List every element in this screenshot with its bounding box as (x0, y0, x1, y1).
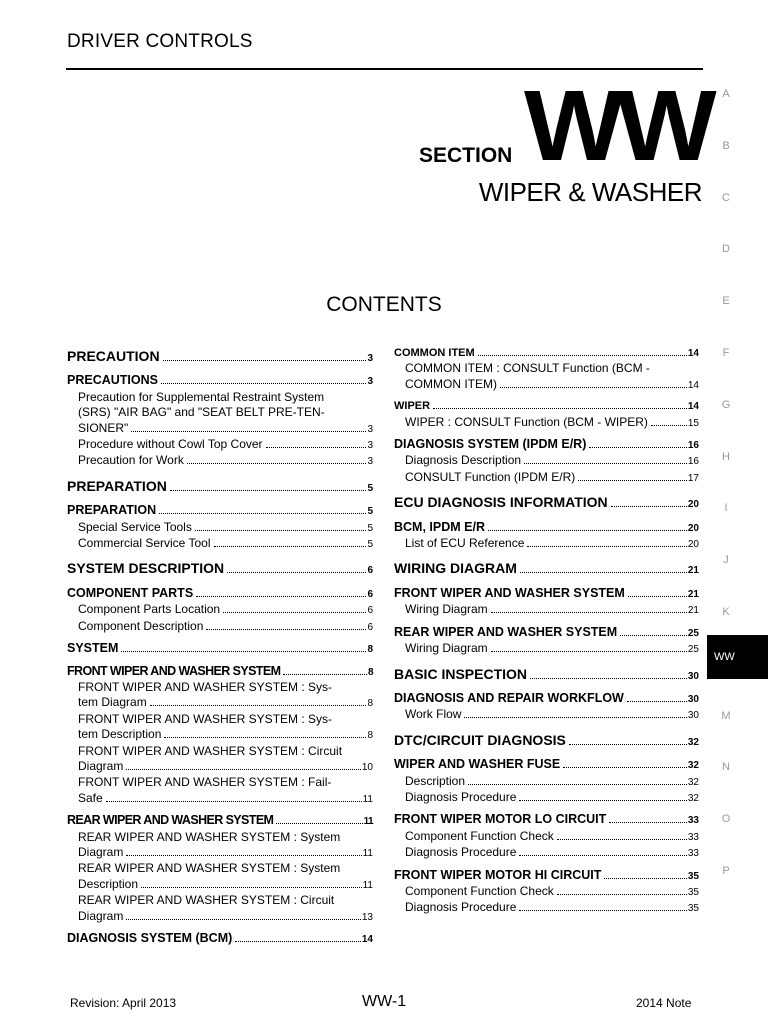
toc-section-entry[interactable] (394, 757, 699, 773)
toc-section-entry[interactable] (67, 641, 373, 657)
toc-entry-text: ECU DIAGNOSIS INFORMATION (394, 494, 608, 511)
toc-item-entry[interactable] (67, 390, 373, 437)
toc-entry-text: PREPARATION (67, 503, 157, 518)
toc-page-number: 16 (687, 456, 699, 468)
toc-page-number: 11 (363, 816, 373, 828)
toc-entry-text: Procedure without Cowl Top Cover (78, 437, 263, 452)
toc-entry-text: Component Description (78, 618, 204, 633)
toc-entry-text: Special Service Tools (78, 519, 192, 534)
toc-section-entry[interactable] (67, 503, 373, 519)
toc-entry-text: COMMON ITEM (394, 347, 475, 359)
toc-item-entry[interactable] (67, 861, 373, 893)
toc-page-number: 32 (687, 760, 699, 772)
toc-section-entry[interactable] (394, 586, 699, 602)
toc-item-entry[interactable] (394, 829, 699, 845)
toc-page-number: 32 (687, 736, 699, 748)
dot-leader (491, 612, 687, 613)
dot-leader (121, 651, 366, 652)
toc-page-number: 11 (362, 879, 373, 891)
toc-page-number: 6 (367, 588, 373, 600)
toc-chapter-entry[interactable] (394, 561, 699, 578)
toc-page-number: 25 (687, 627, 699, 639)
section-index-letter[interactable]: B (722, 139, 730, 152)
toc-entry-text: Diagnosis Procedure (405, 845, 517, 860)
toc-page-number: 16 (687, 440, 699, 452)
toc-entry-text: tem Description (78, 727, 162, 742)
dot-leader (524, 463, 687, 464)
toc-section-entry[interactable] (394, 520, 699, 536)
toc-entry-text: FRONT WIPER MOTOR HI CIRCUIT (394, 867, 602, 882)
section-label: SECTION (419, 144, 513, 167)
dot-leader (519, 800, 686, 801)
section-index-letter[interactable]: P (722, 865, 730, 877)
dot-leader (141, 887, 362, 888)
toc-page-number: 15 (687, 417, 699, 429)
section-tab-active[interactable] (707, 635, 768, 679)
toc-chapter-entry[interactable] (394, 667, 699, 684)
dot-leader (557, 894, 687, 895)
dot-leader (557, 839, 687, 840)
toc-page-number: 14 (687, 401, 699, 413)
toc-item-entry[interactable] (67, 680, 373, 712)
toc-section-entry[interactable] (67, 373, 373, 389)
toc-entry-text: REAR WIPER AND WASHER SYSTEM : Circuit (78, 893, 335, 908)
toc-page-number: 5 (367, 539, 373, 551)
toc-page-number: 3 (367, 376, 373, 388)
toc-page-number: 35 (687, 886, 699, 898)
toc-item-entry[interactable] (67, 520, 373, 536)
toc-page-number: 8 (368, 666, 373, 678)
toc-entry-text: Diagnosis Description (405, 453, 522, 468)
dot-leader (491, 651, 687, 652)
toc-section-entry[interactable] (67, 931, 373, 947)
toc-entry-text: COMMON ITEM) (405, 376, 497, 391)
dot-leader (628, 596, 687, 597)
toc-entry-text: DTC/CIRCUIT DIAGNOSIS (394, 731, 566, 748)
toc-page-number: 21 (687, 565, 699, 577)
section-index-letter[interactable]: A (722, 88, 730, 100)
toc-page-number: 3 (367, 440, 373, 452)
dot-leader (604, 878, 686, 879)
dot-leader (563, 767, 687, 768)
chapter-header: DRIVER CONTROLS (67, 31, 253, 52)
toc-item-entry[interactable] (67, 536, 373, 552)
toc-entry-text: Wiring Diagram (405, 641, 488, 656)
toc-page-number: 32 (687, 792, 699, 804)
toc-entry-text: PRECAUTION (67, 348, 160, 364)
toc-entry-text: REAR WIPER AND WASHER SYSTEM (67, 813, 274, 828)
toc-entry-text: WIPER : CONSULT Function (BCM - WIPER) (405, 414, 648, 429)
toc-entry-text: WIPER AND WASHER FUSE (394, 757, 561, 772)
toc-chapter-entry[interactable] (394, 495, 699, 512)
toc-chapter-entry[interactable] (67, 349, 373, 366)
footer-page-number: WW-1 (362, 993, 407, 1010)
toc-page-number: 35 (687, 870, 699, 882)
toc-entry-text: (SRS) "AIR BAG" and "SEAT BELT PRE-TEN- (78, 405, 325, 420)
toc-entry-text: Diagnosis Procedure (405, 900, 517, 915)
section-index-letter[interactable]: J (723, 554, 729, 567)
toc-page-number: 20 (687, 499, 699, 511)
toc-page-number: 14 (687, 379, 699, 391)
toc-item-entry[interactable] (67, 712, 373, 744)
toc-item-entry[interactable] (394, 602, 699, 618)
toc-entry-text: Description (405, 773, 466, 788)
dot-leader (161, 383, 366, 384)
dot-leader (651, 425, 687, 426)
toc-page-number: 8 (367, 730, 373, 742)
toc-item-entry[interactable] (67, 893, 373, 925)
toc-page-number: 8 (367, 698, 373, 710)
dot-leader (196, 596, 366, 597)
dot-leader (276, 823, 362, 824)
toc-entry-text: REAR WIPER AND WASHER SYSTEM (394, 624, 618, 639)
toc-page-number: 6 (367, 565, 373, 577)
toc-page-number: 8 (367, 644, 373, 656)
toc-item-entry[interactable] (394, 790, 699, 806)
toc-page-number: 6 (367, 605, 373, 617)
dot-leader (519, 855, 686, 856)
footer-model: 2014 Note (636, 996, 692, 1010)
toc-chapter-entry[interactable] (67, 479, 373, 496)
dot-leader (214, 546, 367, 547)
toc-entry-text: COMPONENT PARTS (67, 585, 194, 600)
dot-leader (569, 744, 687, 745)
toc-page-number: 32 (687, 776, 699, 788)
toc-page-number: 20 (687, 539, 699, 551)
toc-entry-text: DIAGNOSIS SYSTEM (IPDM E/R) (394, 437, 587, 452)
toc-entry-text: BASIC INSPECTION (394, 665, 528, 682)
toc-entry-text: WIPER (394, 400, 431, 413)
contents-title: CONTENTS (326, 293, 442, 316)
toc-section-entry[interactable] (67, 664, 373, 680)
toc-page-number: 33 (687, 848, 699, 860)
dot-leader (620, 635, 687, 636)
toc-page-number: 5 (367, 506, 373, 518)
dot-leader (126, 855, 361, 856)
dot-leader (131, 431, 366, 432)
dot-leader (488, 530, 687, 531)
toc-section-entry[interactable] (394, 812, 699, 828)
dot-leader (150, 705, 367, 706)
toc-section-entry[interactable] (67, 586, 373, 602)
toc-entry-text: Work Flow (405, 707, 462, 722)
toc-page-number: 10 (361, 761, 373, 773)
dot-leader (609, 822, 687, 823)
toc-entry-text: REAR WIPER AND WASHER SYSTEM : System (78, 829, 341, 844)
toc-entry-text: Wiring Diagram (405, 602, 488, 617)
toc-item-entry[interactable] (67, 744, 373, 776)
toc-item-entry[interactable] (394, 884, 699, 900)
toc-page-number: 35 (687, 903, 699, 915)
toc-item-entry[interactable] (67, 619, 373, 635)
toc-page-number: 33 (687, 831, 699, 843)
toc-item-entry[interactable] (67, 830, 373, 862)
section-index-letter[interactable]: G (721, 398, 731, 411)
toc-entry-text: FRONT WIPER AND WASHER SYSTEM (67, 663, 281, 678)
dot-leader (578, 480, 687, 481)
section-index-letter[interactable]: I (724, 502, 728, 515)
toc-item-entry[interactable] (394, 415, 699, 431)
dot-leader (527, 546, 686, 547)
toc-left-column (67, 340, 373, 947)
toc-item-entry[interactable] (394, 470, 699, 486)
section-index-letter[interactable]: D (722, 243, 730, 256)
toc-page-number: 30 (687, 710, 699, 722)
toc-chapter-entry[interactable] (394, 733, 699, 750)
toc-entry-text: FRONT WIPER AND WASHER SYSTEM : Fail- (78, 775, 332, 790)
toc-page-number: 6 (367, 621, 373, 633)
toc-item-entry[interactable] (394, 536, 699, 552)
toc-entry-text: FRONT WIPER AND WASHER SYSTEM : Circuit (78, 743, 343, 758)
section-title: WIPER & WASHER (478, 177, 702, 207)
section-tab-label: WW (714, 651, 735, 663)
toc-entry-text: SIONER" (78, 420, 129, 435)
toc-item-entry[interactable] (394, 900, 699, 916)
toc-page-number: 33 (687, 815, 699, 827)
toc-entry-text: List of ECU Reference (405, 536, 525, 551)
toc-page-number: 5 (367, 482, 373, 494)
toc-entry-text: tem Diagram (78, 695, 147, 710)
dot-leader (433, 408, 687, 409)
toc-page-number: 30 (687, 693, 699, 705)
toc-chapter-entry[interactable] (67, 561, 373, 578)
dot-leader (500, 387, 687, 388)
dot-leader (159, 513, 366, 514)
toc-entry-text: FRONT WIPER AND WASHER SYSTEM : Sys- (78, 679, 333, 694)
toc-section-entry[interactable] (394, 346, 699, 361)
toc-entry-text: DIAGNOSIS SYSTEM (BCM) (67, 931, 233, 945)
toc-entry-text: Safe (78, 790, 103, 805)
toc-item-entry[interactable] (394, 361, 699, 393)
toc-entry-text: Description (78, 876, 139, 891)
dot-leader (187, 463, 367, 464)
dot-leader (164, 737, 366, 738)
toc-section-entry[interactable] (394, 437, 699, 453)
toc-entry-text: REAR WIPER AND WASHER SYSTEM : System (78, 861, 341, 876)
dot-leader (163, 360, 367, 361)
toc-entry-text: Component Parts Location (78, 602, 221, 617)
toc-page-number: 21 (687, 605, 699, 617)
dot-leader (266, 447, 367, 448)
dot-leader (611, 506, 687, 507)
toc-entry-text: BCM, IPDM E/R (394, 519, 485, 534)
toc-section-entry[interactable] (394, 625, 699, 641)
dot-leader (530, 678, 687, 679)
toc-item-entry[interactable] (67, 602, 373, 618)
toc-page-number: 3 (367, 456, 373, 468)
toc-entry-text: SYSTEM DESCRIPTION (67, 560, 225, 577)
toc-entry-text: FRONT WIPER AND WASHER SYSTEM (394, 585, 625, 600)
toc-section-entry[interactable] (394, 868, 699, 884)
dot-leader (464, 717, 686, 718)
section-index-letter[interactable]: H (722, 450, 730, 463)
toc-page-number: 5 (367, 522, 373, 534)
toc-entry-text: Diagnosis Procedure (405, 789, 517, 804)
dot-leader (283, 674, 367, 675)
toc-item-entry[interactable] (67, 775, 373, 807)
section-index-letter[interactable]: C (722, 191, 730, 204)
section-index-letter[interactable]: N (722, 761, 730, 774)
toc-page-number: 25 (687, 644, 699, 656)
toc-entry-text: PREPARATION (67, 477, 167, 494)
dot-leader (195, 530, 367, 531)
dot-leader (126, 919, 361, 920)
footer-revision: Revision: April 2013 (70, 996, 177, 1010)
section-index-letter[interactable]: M (721, 709, 731, 722)
toc-page-number: 14 (361, 934, 373, 945)
toc-item-entry[interactable] (394, 707, 699, 723)
toc-page-number: 21 (687, 588, 699, 600)
section-index-letter[interactable]: K (722, 606, 730, 618)
section-index-letter[interactable]: E (722, 295, 730, 308)
toc-section-entry[interactable] (394, 399, 699, 414)
toc-entry-text: Component Function Check (405, 828, 554, 843)
dot-leader (627, 701, 687, 702)
toc-entry-text: FRONT WIPER AND WASHER SYSTEM : Sys- (78, 711, 333, 726)
toc-entry-text: FRONT WIPER MOTOR LO CIRCUIT (394, 812, 607, 827)
toc-entry-text: Component Function Check (405, 883, 554, 898)
dot-leader (468, 784, 687, 785)
toc-item-entry[interactable] (394, 845, 699, 861)
dot-leader (235, 941, 361, 942)
toc-entry-text: Diagram (78, 758, 124, 773)
dot-leader (106, 801, 362, 802)
toc-item-entry[interactable] (67, 453, 373, 469)
toc-page-number: 14 (687, 348, 699, 359)
toc-entry-text: COMMON ITEM : CONSULT Function (BCM - (405, 361, 650, 376)
toc-entry-text: DIAGNOSIS AND REPAIR WORKFLOW (394, 690, 624, 705)
toc-page-number: 17 (687, 472, 699, 484)
toc-page-number: 3 (367, 353, 373, 364)
section-index-letter[interactable]: O (721, 813, 731, 826)
section-code: WW (524, 70, 710, 182)
toc-entry-text: Commercial Service Tool (78, 536, 211, 551)
toc-entry-text: Precaution for Work (78, 453, 184, 468)
toc-right-column (394, 340, 699, 917)
toc-entry-text: PRECAUTIONS (67, 373, 158, 388)
dot-leader (520, 572, 687, 573)
toc-section-entry[interactable] (67, 813, 373, 829)
dot-leader (589, 447, 686, 448)
toc-item-entry[interactable] (67, 437, 373, 453)
toc-entry-text: SYSTEM (67, 641, 119, 656)
toc-item-entry[interactable] (394, 453, 699, 469)
dot-leader (223, 612, 366, 613)
dot-leader (206, 629, 366, 630)
toc-page-number: 20 (687, 522, 699, 534)
toc-entry-text: CONSULT Function (IPDM E/R) (405, 469, 576, 484)
dot-leader (227, 572, 366, 573)
toc-page-number: 11 (362, 793, 373, 805)
toc-page-number: 13 (361, 911, 373, 923)
dot-leader (126, 769, 361, 770)
toc-entry-text: Precaution for Supplemental Restraint System (78, 389, 325, 404)
dot-leader (170, 490, 367, 491)
toc-item-entry[interactable] (394, 641, 699, 657)
toc-section-entry[interactable] (394, 691, 699, 707)
toc-entry-text: WIRING DIAGRAM (394, 560, 517, 577)
toc-item-entry[interactable] (394, 774, 699, 790)
toc-page-number: 30 (687, 670, 699, 682)
toc-entry-text: Diagram (78, 908, 124, 923)
toc-entry-text: Diagram (78, 844, 124, 859)
toc-page-number: 3 (367, 423, 373, 435)
dot-leader (519, 910, 686, 911)
section-index-letter[interactable]: F (722, 347, 730, 359)
toc-page-number: 11 (362, 847, 373, 859)
dot-leader (478, 355, 687, 356)
